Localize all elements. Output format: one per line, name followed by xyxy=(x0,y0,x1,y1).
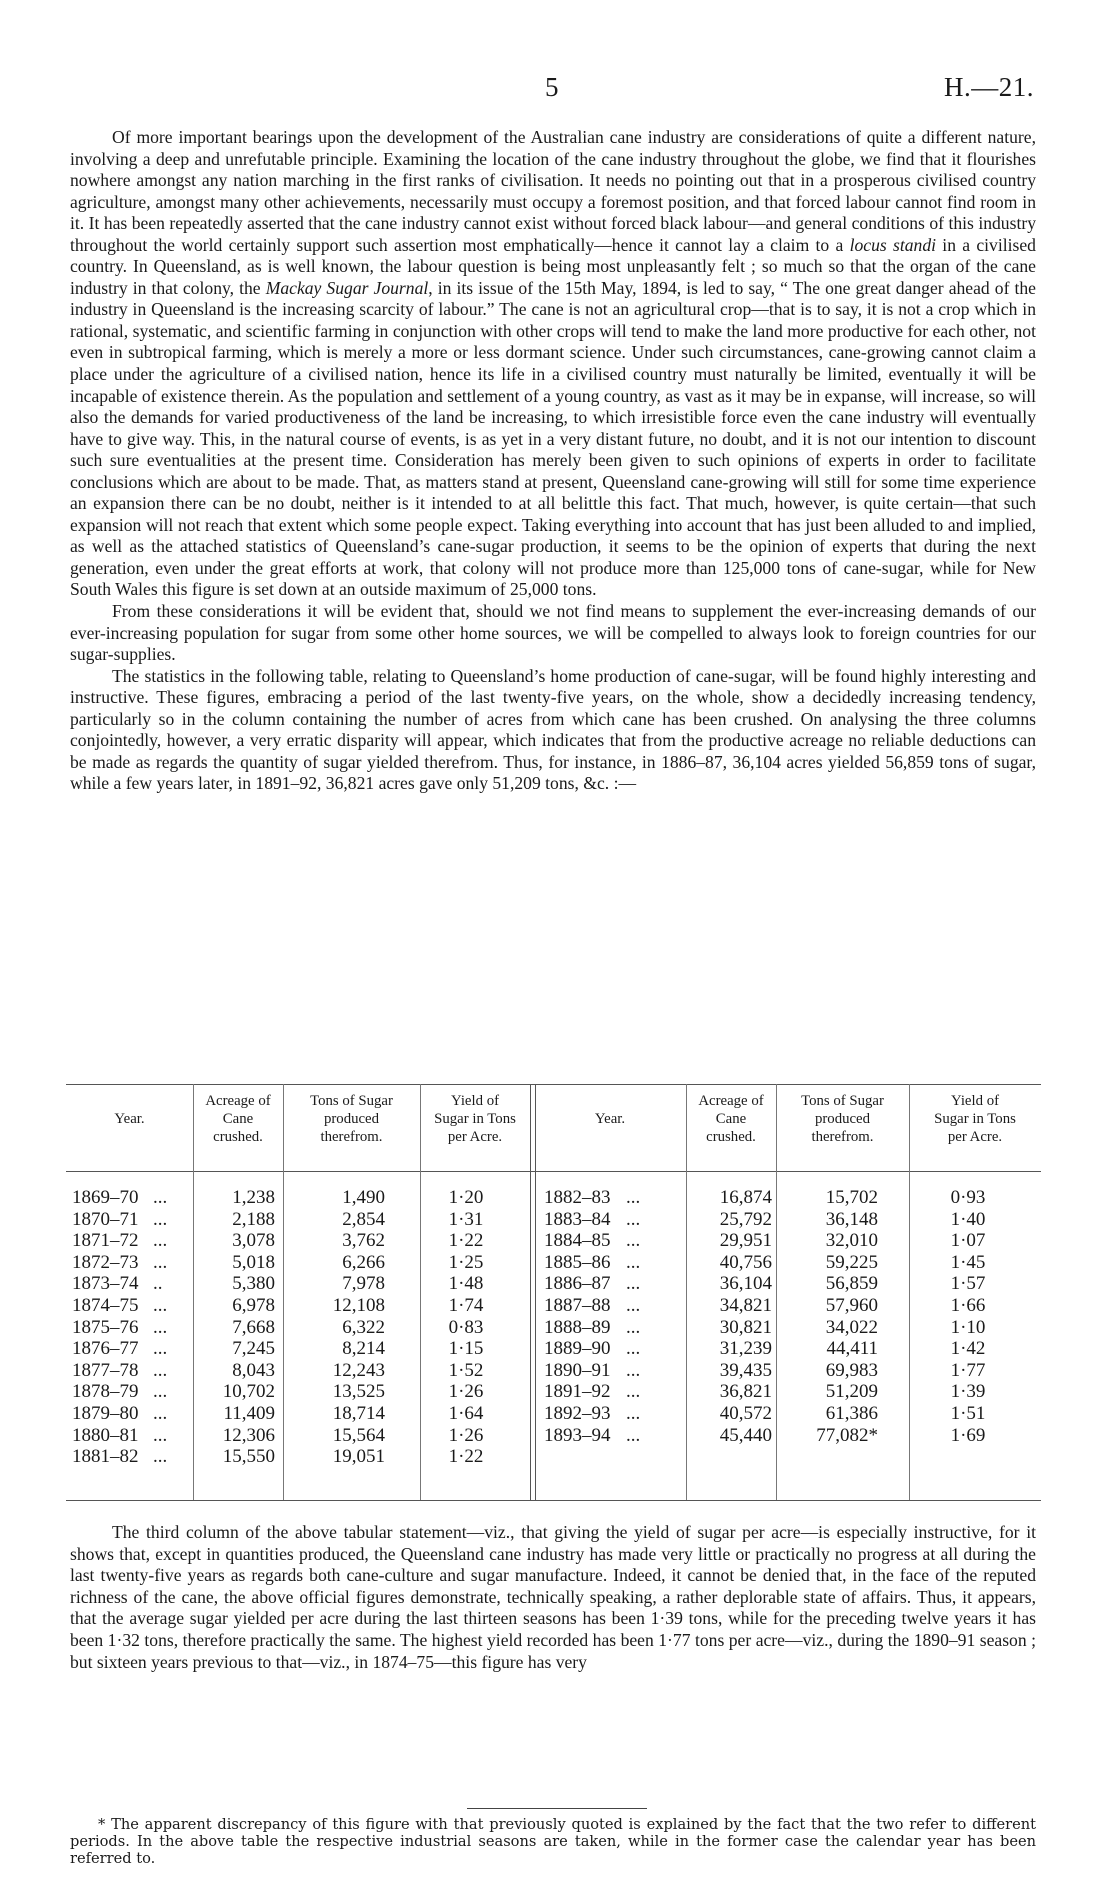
cell-yield: 1·07 xyxy=(950,1230,986,1252)
cell-tons: 1,490 xyxy=(342,1187,385,1208)
cell-year: 1891–92 xyxy=(544,1381,611,1403)
cell-acreage: 34,821 xyxy=(719,1294,772,1316)
cell-acreage: 39,435 xyxy=(719,1359,772,1381)
cell-leader: ... xyxy=(626,1230,641,1252)
cell-leader: ... xyxy=(626,1294,641,1316)
document-reference: H.—21. xyxy=(944,72,1034,102)
cell-year: 1893–94 xyxy=(544,1424,611,1446)
cell-leader: ... xyxy=(153,1338,168,1360)
cell-tons: 12,108 xyxy=(332,1294,385,1316)
cell-yield: 1·77 xyxy=(950,1359,986,1381)
cell-acreage: 31,239 xyxy=(719,1338,772,1360)
cell-acreage: 5,018 xyxy=(232,1251,275,1273)
cell-acreage: 11,409 xyxy=(223,1402,275,1424)
cell-tons: 2,854 xyxy=(342,1208,385,1230)
cell-year: 1886–87 xyxy=(544,1273,611,1295)
cell-year: 1874–75 xyxy=(72,1294,139,1316)
cell-leader: ... xyxy=(153,1381,168,1403)
cell-tons: 69,983 xyxy=(825,1359,878,1381)
cell-leader: ... xyxy=(626,1359,641,1381)
cell-year: 1870–71 xyxy=(72,1208,139,1230)
cell-leader: ... xyxy=(153,1251,168,1273)
cell-year: 1877–78 xyxy=(72,1359,139,1381)
paragraph: The statistics in the following table, relating to Queensland’s home production of cane-sugar, will be found highly interesting and instructive. These figures, embracing a period of the last twenty-five years, on the whole, show a decidedly increasing tendency, particularly so in the column containing the number of acres from which cane has been crushed. On analysing the three columns conjointedly, however, a very erratic disparity will appear, which indicates that from the productive acreage no reliable deductions can be made as regards the quantity of sugar yielded therefrom. Thus, for instance, in 1886–87, 36,104 acres yielded 56,859 tons of sugar, while a few years later, in 1891–92, 36,821 acres gave only 51,209 tons, &c. :— xyxy=(70,665,1036,794)
cell-leader: ... xyxy=(626,1338,641,1360)
cell-year: 1878–79 xyxy=(72,1381,139,1403)
cell-tons: 77,082* xyxy=(816,1424,878,1446)
cell-tons: 12,243 xyxy=(332,1359,385,1381)
cell-leader: ... xyxy=(153,1187,168,1208)
cell-yield: 1·40 xyxy=(950,1208,986,1230)
cell-yield: 1·26 xyxy=(448,1424,484,1446)
cell-acreage: 45,440 xyxy=(719,1424,772,1446)
cell-acreage: 29,951 xyxy=(719,1230,772,1252)
cell-year: 1882–83 xyxy=(544,1187,611,1208)
cell-leader: ... xyxy=(626,1251,641,1273)
cell-year: 1871–72 xyxy=(72,1230,139,1252)
cell-acreage: 40,572 xyxy=(719,1402,772,1424)
cell-leader: .. xyxy=(153,1273,163,1295)
cell-yield: 1·48 xyxy=(448,1273,484,1295)
cell-yield: 1·51 xyxy=(950,1402,986,1424)
cell-tons: 34,022 xyxy=(825,1316,878,1338)
cell-leader: ... xyxy=(626,1402,641,1424)
cell-year: 1880–81 xyxy=(72,1424,139,1446)
cell-leader: ... xyxy=(153,1446,168,1468)
cell-leader: ... xyxy=(153,1230,168,1252)
cell-yield: 1·22 xyxy=(448,1230,484,1252)
cell-yield: 1·57 xyxy=(950,1273,986,1295)
cell-acreage: 8,043 xyxy=(232,1359,275,1381)
cell-acreage: 5,380 xyxy=(232,1273,275,1295)
header-yield: Yield of Sugar in Tons per Acre. xyxy=(434,1093,516,1145)
cell-yield: 1·74 xyxy=(448,1294,484,1316)
cell-leader: ... xyxy=(626,1424,641,1446)
cell-leader: ... xyxy=(153,1294,168,1316)
cell-yield: 1·69 xyxy=(950,1424,986,1446)
header-tons: Tons of Sugar produced therefrom. xyxy=(310,1093,393,1145)
cell-year: 1884–85 xyxy=(544,1230,611,1252)
cell-acreage: 7,245 xyxy=(232,1338,275,1360)
cell-yield: 1·15 xyxy=(448,1338,484,1360)
cell-yield: 1·26 xyxy=(448,1381,484,1403)
cell-yield: 1·45 xyxy=(950,1251,986,1273)
cell-yield: 1·31 xyxy=(448,1208,484,1230)
cell-acreage: 15,550 xyxy=(222,1446,275,1468)
cell-tons: 6,266 xyxy=(342,1251,385,1273)
paragraph: From these considerations it will be evident that, should we not find means to supplement the ever-increasing demands of our ever-increasing population for sugar from some other home sources, we will be compelled to always look to foreign countries for our sugar-supplies. xyxy=(70,601,1036,665)
cell-yield: 1·10 xyxy=(950,1316,986,1338)
cell-leader: ... xyxy=(153,1359,168,1381)
cell-leader: ... xyxy=(626,1381,641,1403)
cell-acreage: 12,306 xyxy=(222,1424,275,1446)
cell-acreage: 30,821 xyxy=(719,1316,772,1338)
cell-tons: 15,702 xyxy=(825,1187,878,1208)
cell-tons: 36,148 xyxy=(825,1208,878,1230)
header-acreage: Acreage of Cane crushed. xyxy=(698,1093,764,1145)
cell-year: 1869–70 xyxy=(72,1187,139,1208)
cell-yield: 1·42 xyxy=(950,1338,986,1360)
cell-tons: 32,010 xyxy=(825,1230,878,1252)
paragraph: Of more important bearings upon the development of the Australian cane industry are considerations of quite a different nature, involving a deep and unrefutable principle. Examining the location of the cane industry throughout the globe, we find that it flourishes nowhere amongst any nation marching in the first ranks of civilisation. It needs no pointing out that in a prosperous civilised country agriculture, amongst many other achievements, necessarily must occupy a foremost position, and that forced labour cannot find room in it. It has been repeatedly asserted that the cane industry cannot exist without forced black labour—and general conditions of this industry throughout the world certainly support such assertion most emphatically—hence it cannot lay a claim to a locus standi in a civilised country. In Queensland, as is well known, the labour question is being most unpleasantly felt ; so much so that the organ of the cane industry in that colony, the Mackay Sugar Journal, in its issue of the 15th May, 1894, is led to say, “ The one great danger ahead of the industry in Queensland is the increasing scarcity of labour.” The cane is not an agricultural crop—that is to say, it is not a crop which in rational, systematic, and scientific farming in conjunction with other crops will tend to make the land more productive for each other, not even in subtropical farming, which is merely a more or less dormant science. Under such circumstances, cane-growing cannot claim a place under the agriculture of a civilised nation, hence its life in a civilised country must naturally be limited, eventually it will be incapable of existence therein. As the population and settlement of a young country, as vast as it may be in expanse, will increase, so will also the demands for varied productiveness of the land be increasing, to which irresistible force even the cane industry will eventually have to give way. This, in the natural course of events, is as yet in a very distant future, no doubt, and it is not our intention to discount such sure eventualities at the present time. Consideration has merely been given to such opinions of experts in order to facilitate conclusions which are about to be made. That, as matters stand at present, Queensland cane-growing will still for some time experience an expansion there can be no doubt, neither is it intended to at all belittle this fact. That much, however, is quite certain—that such expansion will not reach that extent which some people expect. Taking everything into account that has just been alluded to and implied, as well as the attached statistics of Queensland’s cane-sugar production, it seems to be the opinion of experts that during the next generation, even under the great efforts at work, that colony will not produce more than 125,000 tons of cane-sugar, while for New South Wales this figure is set down at an outside maximum of 25,000 tons. xyxy=(70,127,1036,600)
cell-leader: ... xyxy=(153,1208,168,1230)
cell-yield: 0·93 xyxy=(950,1187,986,1208)
footnote-text: * The apparent discrepancy of this figure with that previously quoted is explained by the fact that the two refer to different periods. In the above table the respective industrial seasons are taken, while in the former case the calendar year has been referred to. xyxy=(70,1816,1036,1867)
cell-year: 1876–77 xyxy=(72,1338,139,1360)
cell-tons: 13,525 xyxy=(332,1381,385,1403)
table-bottom-rule xyxy=(66,1500,1041,1501)
cell-acreage: 6,978 xyxy=(232,1294,275,1316)
cell-year: 1887–88 xyxy=(544,1294,611,1316)
cell-tons: 59,225 xyxy=(825,1251,878,1273)
cell-year: 1879–80 xyxy=(72,1402,139,1424)
header-acreage: Acreage of Cane crushed. xyxy=(205,1093,271,1145)
cell-year: 1892–93 xyxy=(544,1402,611,1424)
cell-yield: 1·39 xyxy=(950,1381,986,1403)
cell-year: 1872–73 xyxy=(72,1251,139,1273)
cell-yield: 1·52 xyxy=(448,1359,484,1381)
cell-tons: 6,322 xyxy=(342,1316,385,1338)
cell-acreage: 25,792 xyxy=(719,1208,772,1230)
cell-tons: 56,859 xyxy=(825,1273,878,1295)
cell-acreage: 1,238 xyxy=(232,1187,275,1208)
cell-leader: ... xyxy=(626,1208,641,1230)
cell-yield: 1·25 xyxy=(448,1251,484,1273)
intro-text xyxy=(70,127,1036,795)
header-yield: Yield of Sugar in Tons per Acre. xyxy=(934,1093,1016,1145)
cell-yield: 0·83 xyxy=(448,1316,484,1338)
cell-acreage: 16,874 xyxy=(719,1187,772,1208)
cell-tons: 51,209 xyxy=(825,1381,878,1403)
cell-acreage: 7,668 xyxy=(232,1316,275,1338)
cell-tons: 44,411 xyxy=(826,1338,878,1360)
cell-year: 1888–89 xyxy=(544,1316,611,1338)
cell-leader: ... xyxy=(626,1273,641,1295)
header-year: Year. xyxy=(594,1111,626,1127)
cell-leader: ... xyxy=(626,1187,641,1208)
cell-year: 1885–86 xyxy=(544,1251,611,1273)
header-tons: Tons of Sugar produced therefrom. xyxy=(801,1093,884,1145)
cell-yield: 1·66 xyxy=(950,1294,986,1316)
cell-year: 1883–84 xyxy=(544,1208,611,1230)
cell-year: 1889–90 xyxy=(544,1338,611,1360)
cell-tons: 3,762 xyxy=(342,1230,385,1252)
cell-yield: 1·22 xyxy=(448,1446,484,1468)
footnote xyxy=(70,1816,1036,1867)
cell-acreage: 10,702 xyxy=(222,1381,275,1403)
analysis-text xyxy=(70,1522,1036,1673)
cell-acreage: 40,756 xyxy=(719,1251,772,1273)
cell-leader: ... xyxy=(626,1316,641,1338)
cell-leader: ... xyxy=(153,1424,168,1446)
cell-tons: 19,051 xyxy=(332,1446,385,1468)
cell-tons: 57,960 xyxy=(825,1294,878,1316)
cell-acreage: 3,078 xyxy=(232,1230,275,1252)
table-center-divider xyxy=(530,1084,536,1500)
cell-tons: 8,214 xyxy=(342,1338,385,1360)
cell-tons: 7,978 xyxy=(342,1273,385,1295)
cell-year: 1881–82 xyxy=(72,1446,139,1468)
cell-acreage: 36,104 xyxy=(719,1273,772,1295)
cell-acreage: 2,188 xyxy=(232,1208,275,1230)
table-header-rule xyxy=(66,1171,1041,1172)
cell-tons: 18,714 xyxy=(332,1402,385,1424)
cell-tons: 15,564 xyxy=(332,1424,385,1446)
footnote-rule xyxy=(467,1808,647,1809)
table-top-rule xyxy=(66,1084,1041,1085)
cell-acreage: 36,821 xyxy=(719,1381,772,1403)
cell-year: 1873–74 xyxy=(72,1273,139,1295)
cell-year: 1890–91 xyxy=(544,1359,611,1381)
cell-leader: ... xyxy=(153,1316,168,1338)
header-year: Year. xyxy=(114,1111,145,1127)
cell-tons: 61,386 xyxy=(825,1402,878,1424)
page-number: 5 xyxy=(545,72,559,102)
cell-year: 1875–76 xyxy=(72,1316,139,1338)
cell-leader: ... xyxy=(153,1402,168,1424)
paragraph: The third column of the above tabular statement—viz., that giving the yield of sugar per acre—is especially instructive, for it shows that, except in quantities produced, the Queensland cane industry has made very little or practically no progress at all during the last twenty-five years as regards both cane-culture and sugar manufacture. Indeed, it cannot be denied that, in the face of the reputed richness of the cane, the above official figures demonstrate, technically speaking, a rather deplorable state of affairs. Thus, it appears, that the average sugar yielded per acre during the last thirteen seasons has been 1·39 tons, while for the preceding twelve years it has been 1·32 tons, therefore practically the same. The highest yield recorded has been 1·77 tons per acre—viz., during the 1890–91 season ; but sixteen years previous to that—viz., in 1874–75—this figure has very xyxy=(70,1522,1036,1672)
cell-yield: 1·20 xyxy=(448,1187,484,1208)
cell-yield: 1·64 xyxy=(448,1402,484,1424)
